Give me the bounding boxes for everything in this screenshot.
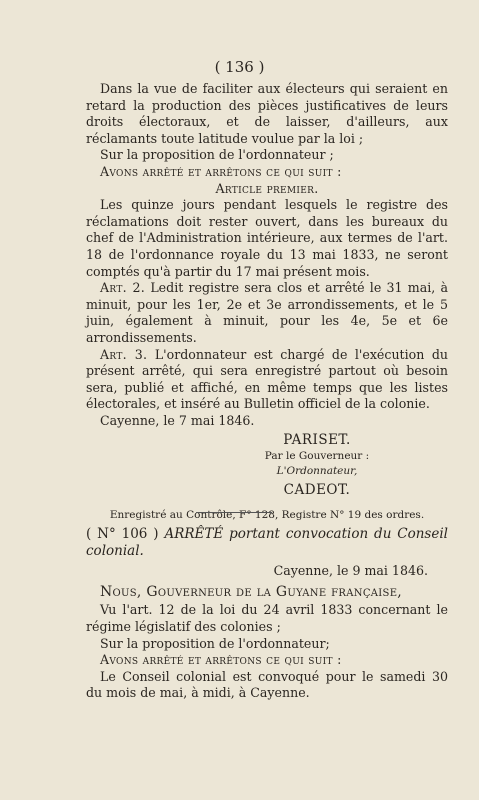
nous-gouverneur-line: Nous, Gouverneur de la Guyane française,	[100, 583, 403, 600]
date-line: Cayenne, le 7 mai 1846.	[100, 412, 255, 428]
decree-number: ( N° 106 )	[86, 526, 159, 542]
decree-date: Cayenne, le 9 mai 1846.	[273, 563, 428, 579]
signature-pariset: PARISET.	[283, 432, 351, 449]
signature-cadeot: CADEOT.	[283, 482, 351, 499]
ordonnateur-title: L'Ordonnateur,	[276, 465, 358, 478]
article-3	[86, 347, 448, 413]
article-title: Article premier.	[215, 180, 319, 196]
article-2	[86, 280, 448, 346]
vu-paragraph: Vu l'art. 12 de la loi du 24 avril 1833 concernant le régime législatif des colonies ;	[86, 602, 448, 634]
par-le-gouverneur: Par le Gouverneur :	[264, 450, 370, 463]
page-number: ( 136 )	[214, 58, 265, 76]
decree-title: ARRÊTÉ portant convocation du Conseil colonial.	[86, 526, 448, 559]
decree-heading	[86, 526, 448, 559]
decree-section-2	[86, 526, 448, 702]
article-1-text: Les quinze jours pendant lesquels le registre des réclamations doit rester ouvert, dans les bureaux du chef de l'Administration intérieure, aux termes de l'art. 18 de l'ordonnance royale du 13 mai 1833, ne seront comptés qu'à partir du 17 mai présent mois.	[86, 197, 448, 279]
article-3-label: Art. 3.	[100, 346, 148, 362]
article-3-text: L'ordonnateur est chargé de l'exécution du présent arrêté, qui sera enregistré partout où besoin sera, publié et affiché, en même temps que les listes électorales, et inséré au Bulletin officiel de la colonie.	[86, 346, 448, 412]
proposition-line: Sur la proposition de l'ordonnateur ;	[100, 147, 334, 163]
section-separator	[196, 512, 272, 513]
avons-line: Avons arrêté et arrêtons ce qui suit :	[100, 163, 342, 179]
convocation-text: Le Conseil colonial est convoqué pour le samedi 30 du mois de mai, à midi, à Cayenne.	[86, 668, 448, 701]
preamble-paragraph: Dans la vue de faciliter aux électeurs qui seraient en retard la production des pièces justificatives de leurs droits électoraux, et de laisser, d'ailleurs, aux réclamants toute latitude voulue par la loi ;	[86, 81, 448, 146]
avons-line-2: Avons arrêté et arrêtons ce qui suit :	[100, 652, 342, 668]
proposition-line-2: Sur la proposition de l'ordonnateur;	[100, 635, 330, 651]
article-2-label: Art. 2.	[100, 280, 146, 296]
registration-note: Enregistré au Contrôle, F° 128, Registre N° 19 des ordres.	[109, 508, 425, 521]
decree-section-1	[86, 81, 448, 523]
article-2-text: Ledit registre sera clos et arrêté le 31 mai, à minuit, pour les 1er, 2e et 3e arrondissements, et le 5 juin, également à minuit, pour les 4e, 5e et 6e arrondissements.	[86, 280, 448, 345]
